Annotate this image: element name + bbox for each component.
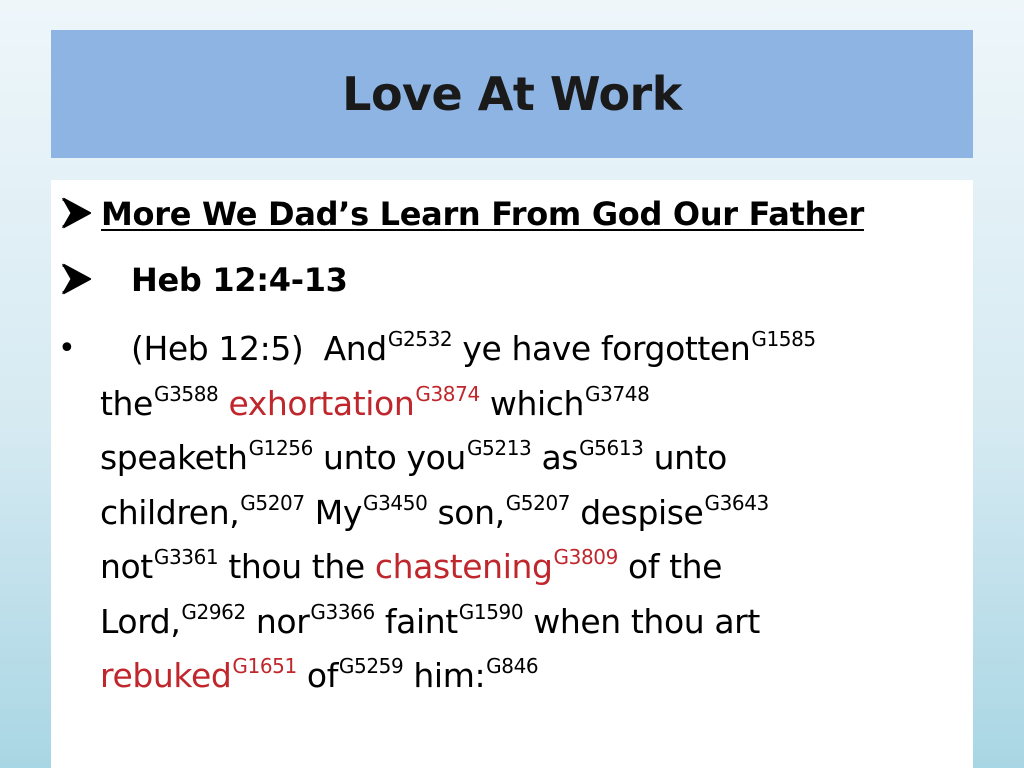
verse-text-run	[131, 329, 324, 368]
verse-word	[601, 329, 816, 368]
word-text	[297, 656, 307, 695]
verse-text-run	[452, 329, 601, 368]
strongs-number: G3588	[153, 381, 219, 406]
word-text	[403, 656, 413, 695]
word-text: of	[306, 656, 338, 695]
verse-word	[541, 438, 643, 477]
verse-line	[100, 322, 940, 377]
word-text: when thou art	[523, 601, 760, 641]
verse-text-run	[643, 438, 726, 477]
strongs-number: G3748	[585, 381, 650, 406]
word-text: speaketh	[100, 438, 248, 477]
verse-word	[407, 438, 532, 477]
arrowhead-bullet-icon	[61, 262, 91, 305]
word-text: son,	[437, 492, 505, 532]
verse-line	[100, 649, 940, 704]
reference-text: Heb 12:4-13	[131, 261, 348, 299]
verse-text-run	[427, 493, 437, 532]
word-text: which	[489, 383, 585, 423]
strongs-number: G1590	[458, 599, 524, 624]
strongs-number: G3643	[704, 490, 769, 515]
verse-text-run	[375, 602, 385, 641]
verse-text-run	[480, 384, 490, 423]
word-text	[480, 384, 490, 423]
verse-word	[100, 547, 218, 586]
verse-word	[580, 490, 769, 532]
title-bar	[51, 30, 973, 158]
strongs-number: G5213	[466, 436, 532, 460]
verse-text-run	[570, 493, 580, 532]
word-text: chastening	[374, 547, 553, 586]
verse-line	[100, 540, 940, 595]
heading-text: More We Dad’s Learn From God Our Father	[101, 195, 864, 233]
word-text: as	[541, 438, 579, 477]
strongs-number: G5207	[240, 490, 305, 515]
word-text	[246, 602, 256, 641]
word-text: of the	[617, 547, 723, 586]
word-text: forgotten	[600, 329, 751, 368]
verse-text-run	[218, 547, 375, 586]
verse-text-run	[246, 602, 256, 641]
verse-word	[100, 381, 219, 423]
verse-line	[100, 486, 940, 541]
verse-word	[228, 381, 480, 423]
strongs-number: G1585	[751, 327, 816, 351]
word-text: nor	[255, 601, 310, 641]
word-text: exhortation	[228, 383, 415, 423]
verse-word	[100, 599, 246, 641]
word-text: the	[100, 383, 153, 423]
word-text	[305, 493, 315, 532]
word-text: And	[323, 329, 387, 368]
word-text: (Heb 12:5)	[131, 329, 324, 368]
strongs-number: G846	[486, 654, 539, 678]
strongs-number: G2532	[387, 327, 453, 351]
word-text: unto	[643, 438, 727, 477]
verse-text-run	[305, 493, 315, 532]
word-text: faint	[384, 601, 458, 641]
strongs-number: G1256	[248, 436, 313, 460]
verse-line	[100, 595, 940, 650]
verse-text-run	[531, 438, 541, 477]
strongs-number: G5259	[338, 654, 404, 678]
word-text: unto	[312, 438, 407, 477]
slide-title: Love At Work	[342, 67, 682, 121]
verse-text-run	[297, 656, 307, 695]
word-text: thou the	[218, 547, 375, 586]
verse-text-run	[403, 656, 413, 695]
content-box	[51, 180, 973, 768]
strongs-number: G3809	[553, 545, 618, 569]
verse-text-run	[523, 602, 760, 641]
verse-word	[413, 656, 538, 695]
word-text: My	[314, 492, 362, 532]
strongs-number: G5613	[579, 436, 644, 460]
verse-text-run	[313, 438, 407, 477]
word-text	[218, 384, 228, 423]
verse-word	[100, 438, 313, 477]
verse-line	[100, 431, 940, 486]
verse-word	[375, 547, 618, 586]
verse-word	[324, 329, 453, 368]
word-text: despise	[580, 492, 704, 532]
word-text: children,	[100, 492, 240, 532]
word-text: not	[100, 547, 153, 586]
verse-word	[437, 490, 571, 532]
word-text	[375, 602, 385, 641]
verse-word	[314, 490, 428, 532]
verse-text-run	[218, 384, 228, 423]
verse-word	[100, 656, 297, 695]
verse-word	[489, 381, 650, 423]
word-text: rebuked	[100, 656, 232, 695]
verse-word	[307, 656, 403, 695]
word-text	[570, 493, 580, 532]
verse-word	[255, 599, 375, 641]
verse-word	[384, 599, 524, 641]
word-text	[531, 438, 541, 477]
verse-word	[100, 490, 305, 532]
verse-text-run	[618, 547, 722, 586]
word-text	[427, 493, 437, 532]
strongs-number: G5207	[505, 490, 571, 515]
word-text: Lord,	[100, 601, 181, 641]
verse-text	[100, 322, 940, 704]
strongs-number: G1651	[232, 654, 297, 678]
verse-line	[100, 377, 940, 432]
strongs-number: G3361	[153, 545, 219, 569]
word-text: you	[406, 438, 466, 477]
arrowhead-bullet-icon	[61, 196, 91, 239]
word-text: him:	[413, 656, 486, 695]
word-text: ye have	[452, 329, 601, 368]
round-bullet: •	[58, 331, 76, 366]
strongs-number: G3366	[310, 599, 375, 624]
strongs-number: G2962	[181, 599, 246, 624]
strongs-number: G3874	[415, 381, 480, 406]
strongs-number: G3450	[363, 490, 428, 515]
